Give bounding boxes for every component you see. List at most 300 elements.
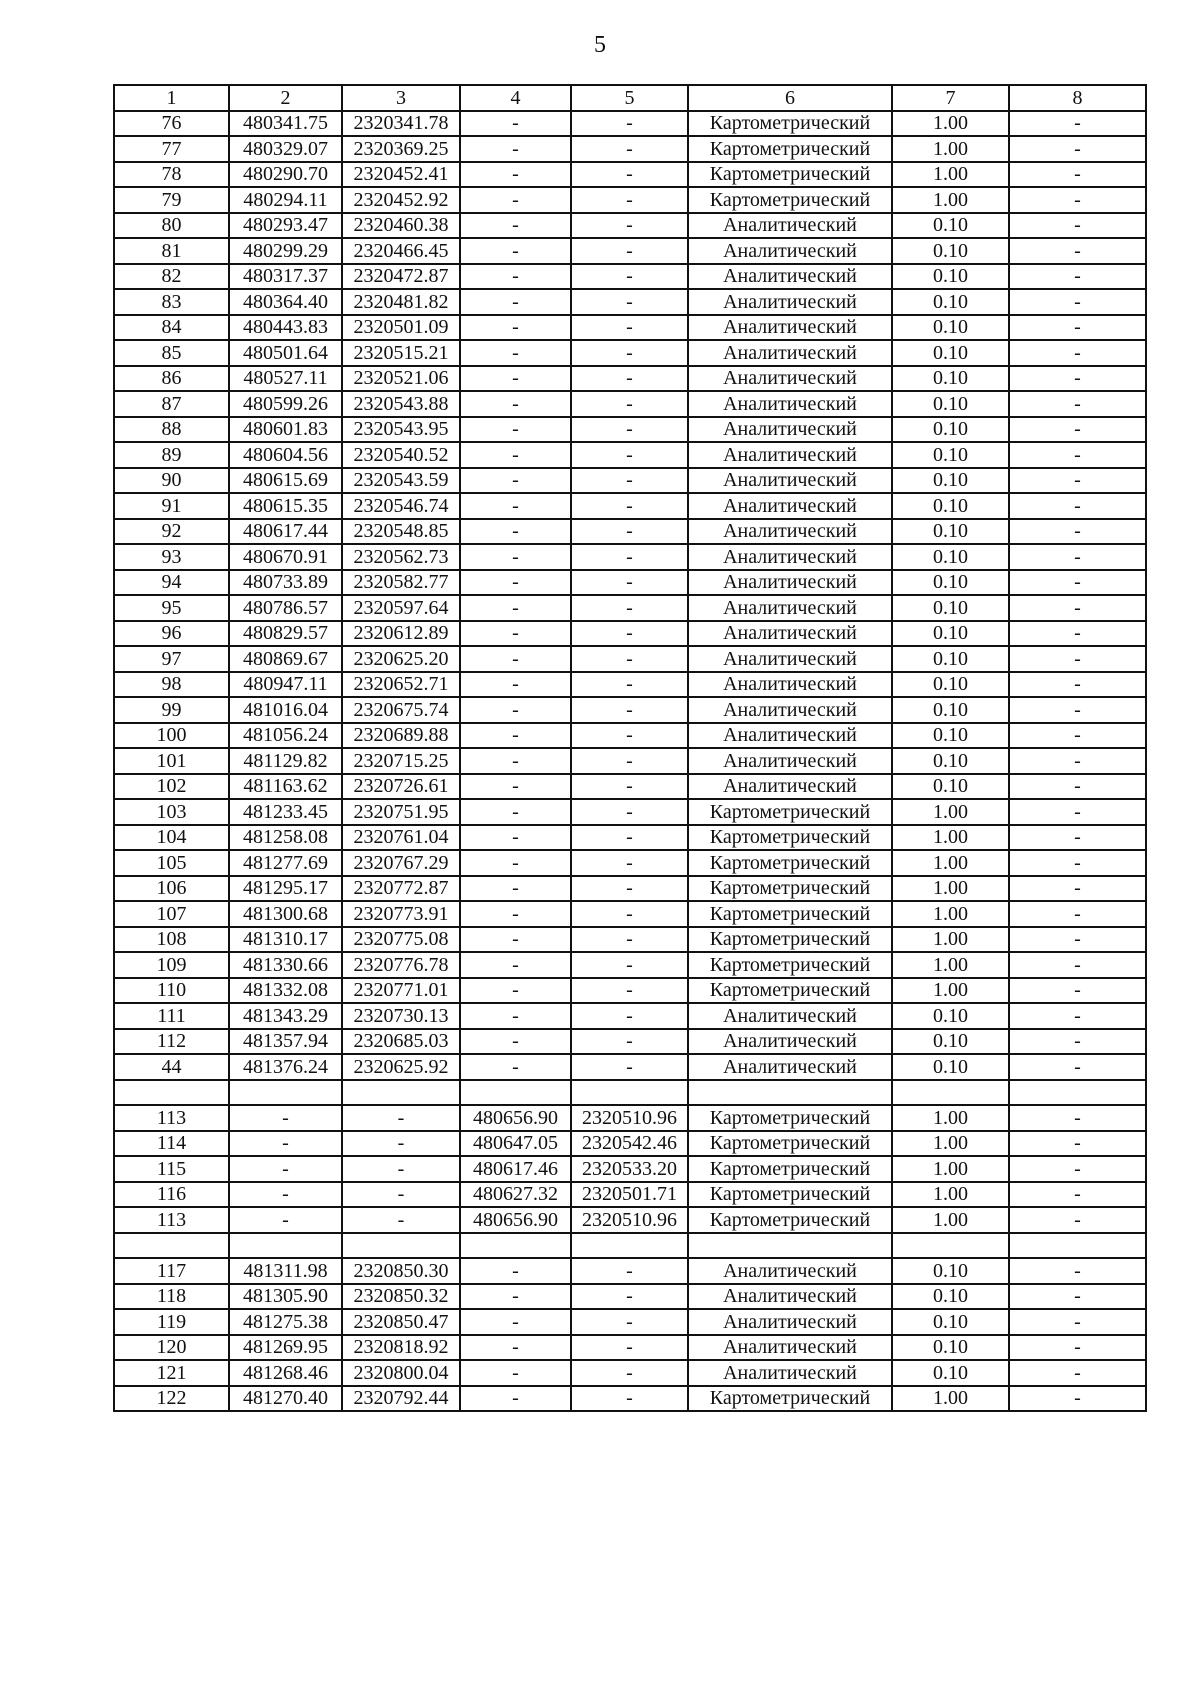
table-cell [114, 1080, 229, 1106]
table-cell: - [342, 1156, 460, 1182]
table-cell: 112 [114, 1029, 229, 1055]
table-cell: 2320543.59 [342, 468, 460, 494]
table-cell: 113 [114, 1207, 229, 1233]
table-cell: 481270.40 [229, 1386, 342, 1412]
table-cell: Аналитический [688, 366, 892, 392]
table-cell: - [1009, 952, 1146, 978]
table-cell: 2320818.92 [342, 1335, 460, 1361]
table-cell [571, 1233, 688, 1259]
table-cell: 2320466.45 [342, 238, 460, 264]
table-row [114, 1105, 1146, 1131]
table-row [114, 289, 1146, 315]
table-cell: 1.00 [892, 1207, 1009, 1233]
table-cell: 2320850.47 [342, 1309, 460, 1335]
table-row [114, 1360, 1146, 1386]
table-cell: 2320850.32 [342, 1284, 460, 1310]
column-header: 3 [342, 85, 460, 111]
table-cell: 96 [114, 621, 229, 647]
table-cell: 0.10 [892, 1258, 1009, 1284]
table-cell: 481258.08 [229, 825, 342, 851]
table-cell: 1.00 [892, 876, 1009, 902]
table-cell: 0.10 [892, 646, 1009, 672]
table-cell: 2320521.06 [342, 366, 460, 392]
table-cell [688, 1080, 892, 1106]
table-cell: - [342, 1207, 460, 1233]
column-header: 8 [1009, 85, 1146, 111]
table-cell: - [1009, 799, 1146, 825]
table-cell: 480443.83 [229, 315, 342, 341]
table-cell: Картометрический [688, 1207, 892, 1233]
table-cell: 0.10 [892, 723, 1009, 749]
table-cell: - [571, 927, 688, 953]
table-row [114, 1233, 1146, 1259]
table-cell: 481129.82 [229, 748, 342, 774]
column-header: 2 [229, 85, 342, 111]
table-cell: 0.10 [892, 595, 1009, 621]
table-cell: Аналитический [688, 1335, 892, 1361]
table-cell: - [571, 952, 688, 978]
table-cell: 480656.90 [460, 1207, 571, 1233]
table-cell: - [1009, 1386, 1146, 1412]
column-header: 6 [688, 85, 892, 111]
table-cell: Аналитический [688, 774, 892, 800]
table-cell: - [460, 468, 571, 494]
table-cell: - [1009, 1054, 1146, 1080]
table-cell: - [1009, 646, 1146, 672]
table-row [114, 544, 1146, 570]
table-cell: - [1009, 1131, 1146, 1157]
table-row [114, 1309, 1146, 1335]
table-cell: - [460, 1360, 571, 1386]
table-cell: 0.10 [892, 672, 1009, 698]
table-cell: 1.00 [892, 111, 1009, 137]
table-cell: - [460, 391, 571, 417]
table-row [114, 493, 1146, 519]
table-cell: 0.10 [892, 1309, 1009, 1335]
table-row [114, 927, 1146, 953]
table-cell: 2320730.13 [342, 1003, 460, 1029]
table-cell: - [571, 1003, 688, 1029]
table-cell: 1.00 [892, 162, 1009, 188]
table-row [114, 1335, 1146, 1361]
table-cell: 2320540.52 [342, 442, 460, 468]
table-cell: 2320625.92 [342, 1054, 460, 1080]
table-cell: 2320715.25 [342, 748, 460, 774]
table-cell: - [460, 1309, 571, 1335]
table-cell: - [1009, 697, 1146, 723]
table-cell: 480501.64 [229, 340, 342, 366]
table-cell: - [571, 315, 688, 341]
table-cell: 121 [114, 1360, 229, 1386]
table-cell: 0.10 [892, 1284, 1009, 1310]
table-cell: Аналитический [688, 340, 892, 366]
table-cell: 77 [114, 136, 229, 162]
table-cell: 103 [114, 799, 229, 825]
table-cell: 2320542.46 [571, 1131, 688, 1157]
table-cell: 0.10 [892, 570, 1009, 596]
table-cell: - [1009, 340, 1146, 366]
table-cell: 0.10 [892, 213, 1009, 239]
table-cell: 2320562.73 [342, 544, 460, 570]
table-cell: - [571, 417, 688, 443]
table-cell: - [571, 570, 688, 596]
table-cell: 2320800.04 [342, 1360, 460, 1386]
table-cell: - [460, 493, 571, 519]
table-cell: 85 [114, 340, 229, 366]
table-row [114, 799, 1146, 825]
table-cell: 481330.66 [229, 952, 342, 978]
table-cell: - [460, 289, 571, 315]
table-cell: - [460, 927, 571, 953]
table-cell: 480364.40 [229, 289, 342, 315]
table-cell: 117 [114, 1258, 229, 1284]
table-row [114, 876, 1146, 902]
table-cell: 0.10 [892, 238, 1009, 264]
table-cell [114, 1233, 229, 1259]
table-cell: 0.10 [892, 289, 1009, 315]
table-cell: 1.00 [892, 825, 1009, 851]
table-cell: - [571, 595, 688, 621]
table-cell: 481295.17 [229, 876, 342, 902]
table-cell: Аналитический [688, 213, 892, 239]
table-cell: - [571, 1386, 688, 1412]
table-cell: 0.10 [892, 468, 1009, 494]
table-cell: - [571, 468, 688, 494]
table-cell: - [342, 1131, 460, 1157]
table-cell: 480294.11 [229, 187, 342, 213]
table-cell: 2320850.30 [342, 1258, 460, 1284]
table-cell: 110 [114, 978, 229, 1004]
table-cell: 1.00 [892, 927, 1009, 953]
table-cell: Аналитический [688, 1258, 892, 1284]
table-cell: - [460, 340, 571, 366]
table-cell: 94 [114, 570, 229, 596]
table-cell: Аналитический [688, 264, 892, 290]
table-cell: - [571, 1029, 688, 1055]
table-cell: 89 [114, 442, 229, 468]
table-cell: 114 [114, 1131, 229, 1157]
table-cell: - [571, 978, 688, 1004]
table-cell: - [1009, 468, 1146, 494]
table-cell: 78 [114, 162, 229, 188]
table-cell: - [1009, 1105, 1146, 1131]
table-row [114, 468, 1146, 494]
table-cell: - [571, 748, 688, 774]
table-cell [342, 1233, 460, 1259]
table-cell: - [571, 1258, 688, 1284]
table-cell: - [571, 442, 688, 468]
table-cell: Аналитический [688, 1360, 892, 1386]
table-row [114, 1054, 1146, 1080]
table-cell: 1.00 [892, 978, 1009, 1004]
table-cell: Аналитический [688, 468, 892, 494]
table-row [114, 162, 1146, 188]
table-row [114, 1207, 1146, 1233]
table-cell: 2320452.41 [342, 162, 460, 188]
table-cell: - [1009, 238, 1146, 264]
table-cell: - [460, 774, 571, 800]
table-cell: 481357.94 [229, 1029, 342, 1055]
table-cell: Картометрический [688, 1131, 892, 1157]
table-cell: - [1009, 774, 1146, 800]
table-cell: - [460, 315, 571, 341]
table-cell: - [342, 1105, 460, 1131]
table-cell: - [571, 238, 688, 264]
table-cell: - [1009, 136, 1146, 162]
column-header: 5 [571, 85, 688, 111]
table-cell: Картометрический [688, 136, 892, 162]
table-cell: - [1009, 901, 1146, 927]
table-row [114, 621, 1146, 647]
table-cell: 481311.98 [229, 1258, 342, 1284]
table-row [114, 978, 1146, 1004]
table-cell: - [1009, 111, 1146, 137]
table-cell: - [1009, 876, 1146, 902]
table-row [114, 672, 1146, 698]
table-cell: - [1009, 1258, 1146, 1284]
table-cell: 2320761.04 [342, 825, 460, 851]
table-cell: 122 [114, 1386, 229, 1412]
table-cell: Картометрический [688, 1386, 892, 1412]
table-cell: 102 [114, 774, 229, 800]
table-cell: Картометрический [688, 952, 892, 978]
table-cell: 83 [114, 289, 229, 315]
table-cell: 1.00 [892, 187, 1009, 213]
table-cell: Картометрический [688, 1156, 892, 1182]
table-cell: 2320751.95 [342, 799, 460, 825]
table-cell: 99 [114, 697, 229, 723]
table-row [114, 519, 1146, 545]
table-cell: - [460, 417, 571, 443]
table-cell: - [1009, 1309, 1146, 1335]
table-cell: Аналитический [688, 1054, 892, 1080]
table-cell: Аналитический [688, 570, 892, 596]
table-cell: 2320546.74 [342, 493, 460, 519]
table-cell: Картометрический [688, 162, 892, 188]
table-cell: 0.10 [892, 391, 1009, 417]
table-cell: 1.00 [892, 850, 1009, 876]
table-cell: 2320533.20 [571, 1156, 688, 1182]
table-row [114, 315, 1146, 341]
table-cell: 480617.44 [229, 519, 342, 545]
table-cell: 0.10 [892, 621, 1009, 647]
table-cell: Аналитический [688, 621, 892, 647]
table-cell [229, 1080, 342, 1106]
table-cell: - [1009, 417, 1146, 443]
table-cell: 481268.46 [229, 1360, 342, 1386]
table-cell: 91 [114, 493, 229, 519]
table-cell: 480615.69 [229, 468, 342, 494]
table-cell: - [1009, 1182, 1146, 1208]
table-cell: Аналитический [688, 697, 892, 723]
table-cell: 480299.29 [229, 238, 342, 264]
table-cell: - [571, 136, 688, 162]
table-cell: 2320625.20 [342, 646, 460, 672]
table-cell: 480604.56 [229, 442, 342, 468]
table-cell: Картометрический [688, 876, 892, 902]
table-cell: Аналитический [688, 1309, 892, 1335]
table-row [114, 1080, 1146, 1106]
table-cell: Аналитический [688, 417, 892, 443]
table-cell: 480293.47 [229, 213, 342, 239]
table-cell: - [460, 570, 571, 596]
table-cell: - [1009, 570, 1146, 596]
table-cell: 2320792.44 [342, 1386, 460, 1412]
table-cell: 480599.26 [229, 391, 342, 417]
table-row [114, 646, 1146, 672]
table-cell: 480670.91 [229, 544, 342, 570]
table-cell: 1.00 [892, 901, 1009, 927]
table-row [114, 238, 1146, 264]
table-row [114, 1003, 1146, 1029]
table-cell: 2320689.88 [342, 723, 460, 749]
table-row [114, 366, 1146, 392]
table-cell: - [229, 1182, 342, 1208]
table-cell: 108 [114, 927, 229, 953]
table-cell: - [460, 595, 571, 621]
table-cell: 101 [114, 748, 229, 774]
table-cell: - [571, 1054, 688, 1080]
table-cell: 1.00 [892, 136, 1009, 162]
table-cell: 87 [114, 391, 229, 417]
table-cell: 104 [114, 825, 229, 851]
table-cell: Аналитический [688, 1284, 892, 1310]
table-cell: Аналитический [688, 442, 892, 468]
table-cell: 480733.89 [229, 570, 342, 596]
table-cell: 480647.05 [460, 1131, 571, 1157]
table-cell: 481016.04 [229, 697, 342, 723]
table-cell: - [1009, 723, 1146, 749]
table-cell: 109 [114, 952, 229, 978]
table-cell: 79 [114, 187, 229, 213]
coordinates-table [113, 84, 1147, 1412]
table-cell: Картометрический [688, 187, 892, 213]
table-cell: - [1009, 493, 1146, 519]
table-cell: 115 [114, 1156, 229, 1182]
table-cell: 81 [114, 238, 229, 264]
table-cell: - [1009, 1360, 1146, 1386]
table-cell: - [571, 1335, 688, 1361]
table-cell: 480829.57 [229, 621, 342, 647]
table-cell: 480617.46 [460, 1156, 571, 1182]
table-row [114, 136, 1146, 162]
table-row [114, 187, 1146, 213]
table-cell: - [460, 1335, 571, 1361]
table-cell: 2320652.71 [342, 672, 460, 698]
table-cell: 481300.68 [229, 901, 342, 927]
table-cell: 2320775.08 [342, 927, 460, 953]
table-row [114, 340, 1146, 366]
table-cell: 481233.45 [229, 799, 342, 825]
table-cell: 120 [114, 1335, 229, 1361]
table-cell: 1.00 [892, 1131, 1009, 1157]
table-cell: Аналитический [688, 544, 892, 570]
table-cell: Аналитический [688, 748, 892, 774]
table-cell: Аналитический [688, 315, 892, 341]
table-row [114, 213, 1146, 239]
table-cell: - [571, 850, 688, 876]
table-cell: Аналитический [688, 493, 892, 519]
table-cell: 481343.29 [229, 1003, 342, 1029]
table-cell: - [460, 1003, 571, 1029]
table-cell: - [571, 901, 688, 927]
table-row [114, 391, 1146, 417]
table-cell: Аналитический [688, 723, 892, 749]
table-cell: - [1009, 544, 1146, 570]
table-cell: - [460, 952, 571, 978]
table-cell: 0.10 [892, 417, 1009, 443]
table-row [114, 901, 1146, 927]
table-cell: Картометрический [688, 927, 892, 953]
table-cell: - [571, 825, 688, 851]
table-cell: 2320501.71 [571, 1182, 688, 1208]
table-cell: - [229, 1207, 342, 1233]
table-cell: - [571, 162, 688, 188]
table-cell [342, 1080, 460, 1106]
table-cell: - [571, 1309, 688, 1335]
table-cell: 90 [114, 468, 229, 494]
table-cell: - [1009, 850, 1146, 876]
table-cell: 481332.08 [229, 978, 342, 1004]
table-cell: - [571, 774, 688, 800]
table-cell: - [1009, 927, 1146, 953]
table-cell: - [1009, 825, 1146, 851]
table-cell: 0.10 [892, 1335, 1009, 1361]
table-cell: 2320543.88 [342, 391, 460, 417]
table-cell: - [460, 748, 571, 774]
table-cell: - [460, 723, 571, 749]
table-row [114, 1258, 1146, 1284]
table-cell: 0.10 [892, 774, 1009, 800]
table-cell: 98 [114, 672, 229, 698]
table-row [114, 850, 1146, 876]
table-cell: - [571, 187, 688, 213]
table-cell: 2320452.92 [342, 187, 460, 213]
table-cell: 100 [114, 723, 229, 749]
table-cell: 0.10 [892, 340, 1009, 366]
table-cell: Картометрический [688, 901, 892, 927]
table-cell: 480869.67 [229, 646, 342, 672]
table-cell: 0.10 [892, 1054, 1009, 1080]
table-row [114, 417, 1146, 443]
table-cell: - [460, 876, 571, 902]
table-cell: Картометрический [688, 799, 892, 825]
table-cell: - [571, 519, 688, 545]
table-cell: - [1009, 595, 1146, 621]
table-cell: 481056.24 [229, 723, 342, 749]
table-cell: - [1009, 1156, 1146, 1182]
table-cell [1009, 1080, 1146, 1106]
table-cell: - [460, 978, 571, 1004]
table-cell: Аналитический [688, 289, 892, 315]
table-cell: 2320501.09 [342, 315, 460, 341]
table-cell [571, 1080, 688, 1106]
table-cell: - [571, 1360, 688, 1386]
table-cell: 480786.57 [229, 595, 342, 621]
table-row [114, 442, 1146, 468]
table-cell: 481163.62 [229, 774, 342, 800]
table-cell: - [571, 672, 688, 698]
table-cell [460, 1233, 571, 1259]
table-cell: - [571, 213, 688, 239]
table-cell: - [571, 366, 688, 392]
table-cell: 2320675.74 [342, 697, 460, 723]
table-row [114, 748, 1146, 774]
table-row [114, 1029, 1146, 1055]
table-row [114, 952, 1146, 978]
table-cell: - [460, 442, 571, 468]
table-cell: - [1009, 1335, 1146, 1361]
